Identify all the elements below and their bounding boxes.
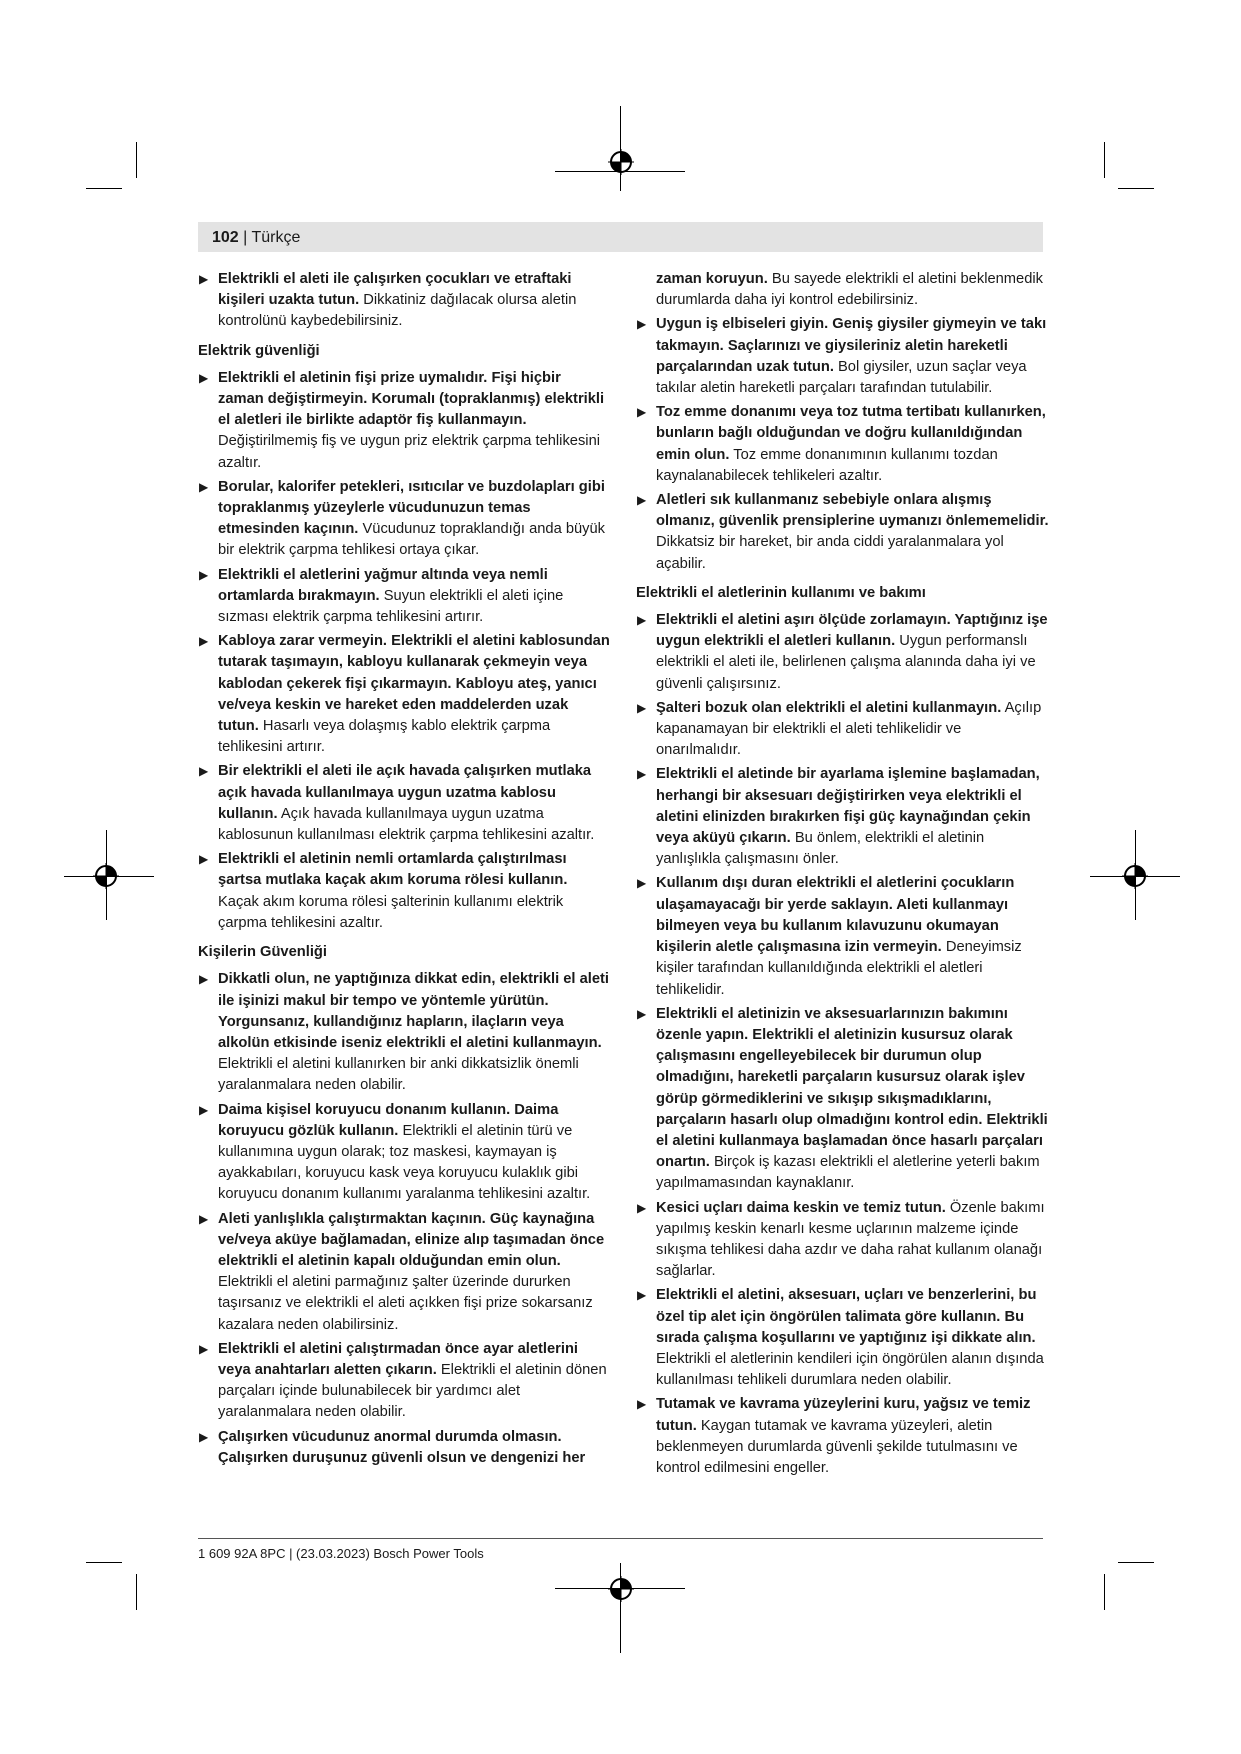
- item-bold-text: Kabloya zarar vermeyin. Elektrikli el aletini kablosundan tutarak taşımayın, kabloyu kullanarak çekmeyin veya kablodan çekerek fişi çıkarmayın. Kabloyu ateş, yanıcı ve/veya keskin ve hareket eden maddelerden uzak tutun.: [218, 633, 610, 735]
- crop-mark: [1118, 188, 1154, 189]
- arrow-bullet-icon: ▶: [199, 852, 209, 867]
- crop-mark: [1104, 1574, 1105, 1610]
- item-bold-text: Aleti yanlışlıkla çalıştırmaktan kaçının. Güç kaynağına ve/veya aküye bağlamadan, elinize alıp taşımadan önce elektrikli el aletinin kapalı olduğundan emin olun.: [218, 1210, 605, 1269]
- item-bold-text: zaman koruyun.: [656, 271, 768, 287]
- crop-mark: [1104, 142, 1105, 178]
- item-bold-text: Elektrikli el aletlerini yağmur altında veya nemli ortamlarda bırakmayın.: [218, 566, 548, 604]
- arrow-bullet-icon: ▶: [199, 567, 209, 582]
- arrow-bullet-icon: ▶: [199, 479, 209, 494]
- crop-mark: [1118, 1562, 1154, 1563]
- crop-mark: [86, 1562, 122, 1563]
- item-text: Değiştirilmemiş fiş ve uygun priz elektrik çarpma tehlikesini azaltır.: [218, 433, 600, 471]
- item-text: Kaygan tutamak ve kavrama yüzeyleri, aletin beklenmeyen durumlarda güvenli şekilde tutulmasını ve kontrol edilmesini engeller.: [656, 1417, 1018, 1476]
- item-text: Hasarlı veya dolaşmış kablo elektrik çarpma tehlikesini artırır.: [218, 718, 551, 756]
- item-bold-text: Elektrikli el aletinin nemli ortamlarda çalıştırılması şartsa mutlaka kaçak akım koruma rölesi kullanın.: [218, 851, 568, 889]
- item-text: Özenle bakımı yapılmış keskin kenarlı kesme uçlarının malzeme içinde sıkışma tehlikesi daha azdır ve daha rahat kullanım olanağı sağlarlar.: [656, 1199, 1045, 1280]
- item-bold-text: Elektrikli el aletinin fişi prize uymalıdır. Fişi hiçbir zaman değiştirmeyin. Korumalı (topraklanmış) elektrikli el aletleri ile birlikte adaptör fiş kullanmayın.: [218, 369, 605, 429]
- list-item: [636, 402, 1049, 487]
- crop-mark: [136, 142, 137, 178]
- list-item: [198, 269, 610, 333]
- item-bold-text: Elektrikli el aletini aşırı ölçüde zorlamayın. Yaptığınız işe uygun elektrikli el aletleri kullanın.: [656, 612, 1048, 650]
- list-item-continued: [656, 269, 1049, 311]
- item-text: Uygun performanslı elektrikli el aleti ile, belirlenen çalışma alanında daha iyi ve güvenli çalışırsınız.: [656, 633, 1036, 692]
- list-item: [636, 764, 1049, 870]
- list-item: [198, 477, 610, 562]
- item-text: Bu önlem, elektrikli el aletinin yanlışlıkla çalışmasını önler.: [656, 830, 985, 868]
- arrow-bullet-icon: ▶: [199, 972, 209, 987]
- arrow-bullet-icon: ▶: [199, 764, 209, 779]
- item-bold-text: Elektrikli el aletini çalıştırmadan önce ayar aletlerini veya anahtarları aletten çıkarın.: [218, 1340, 579, 1378]
- arrow-bullet-icon: ▶: [637, 876, 647, 891]
- arrow-bullet-icon: ▶: [637, 700, 647, 715]
- item-bold-text: Kullanım dışı duran elektrikli el aletlerini çocukların ulaşamayacağı bir yerde saklayın. Aleti kullanmayı bilmeyen veya bu kullanım kılavuzunu okumayan kişilerin aletle çalışmasına izin vermeyin.: [656, 875, 1015, 956]
- arrow-bullet-icon: ▶: [199, 1102, 209, 1117]
- arrow-bullet-icon: ▶: [637, 1200, 647, 1215]
- arrow-bullet-icon: ▶: [637, 493, 647, 508]
- list-item: [198, 849, 610, 934]
- item-text: Elektrikli el aletinin türü ve kullanımına uygun olarak; toz maskesi, kaymayan iş ayakkabıları, koruyucu kask veya koruyucu kulaklık gibi koruyucu donanım kullanımı yaralanma tehlikesini azaltır.: [218, 1122, 591, 1203]
- arrow-bullet-icon: ▶: [637, 1397, 647, 1412]
- crop-mark: [136, 1574, 137, 1610]
- list-item: [636, 1198, 1049, 1283]
- arrow-bullet-icon: ▶: [637, 1288, 647, 1303]
- item-text: Deneyimsiz kişiler tarafından kullanıldığında elektrikli el aletleri tehlikelidir.: [656, 939, 1022, 998]
- list-item: [636, 873, 1049, 1000]
- item-bold-text: Kesici uçları daima keskin ve temiz tutun.: [656, 1199, 946, 1216]
- item-bold-text: Çalışırken vücudunuz anormal durumda olmasın. Çalışırken duruşunuz güvenli olsun ve dengenizi her: [218, 1428, 586, 1466]
- item-text: Suyun elektrikli el aleti içine sızması elektrik çarpma tehlikesini artırır.: [218, 587, 564, 626]
- item-bold-text: Aletleri sık kullanmanız sebebiyle onlara alışmış olmanız, güvenlik prensiplerine uymanızı önlememelidir.: [656, 492, 1049, 530]
- item-bold-text: Uygun iş elbiseleri giyin. Geniş giysiler giymeyin ve takı takmayın. Saçlarınızı ve giysileriniz aletin hareketli parçalarından uzak tutun.: [656, 316, 1047, 375]
- list-item: [636, 490, 1049, 575]
- list-item: [198, 761, 610, 846]
- arrow-bullet-icon: ▶: [199, 1341, 209, 1356]
- list-item: [198, 631, 610, 758]
- section-heading: Elektrikli el aletlerinin kullanımı ve bakımı: [636, 584, 926, 601]
- item-text: Elektrikli el aletinin dönen parçaları içinde bulunabilecek bir yardımcı alet yaralanmalara neden olabilir.: [218, 1361, 607, 1421]
- registration-target-icon: [606, 147, 636, 177]
- page-number: 102: [212, 229, 239, 246]
- item-text: Elektrikli el aletini kullanırken bir anki dikkatsizlik önemli yaralanmalara neden olabilir.: [218, 1056, 579, 1094]
- item-text: Birçok iş kazası elektrikli el aletlerine yeterli bakım yapılmamasından kaynaklanır.: [656, 1154, 1040, 1192]
- list-item: [636, 610, 1049, 695]
- arrow-bullet-icon: ▶: [637, 613, 647, 628]
- item-text: Açık havada kullanılmaya uygun uzatma kablosunun kullanılması elektrik çarpma tehlikesini azaltır.: [218, 805, 595, 844]
- arrow-bullet-icon: ▶: [199, 370, 209, 385]
- item-text: Bol giysiler, uzun saçlar veya takılar aletin hareketli parçaları tarafından tutulabilir.: [656, 358, 1027, 397]
- item-text: Bu sayede elektrikli el aletini beklenmedik durumlarda daha iyi kontrol edebilirsiniz.: [656, 271, 1043, 309]
- item-bold-text: Bir elektrikli el aleti ile açık havada çalışırken mutlaka açık havada kullanılmaya uygun uzatma kablosu kullanın.: [218, 763, 592, 822]
- list-item: [636, 1285, 1049, 1391]
- item-bold-text: Borular, kalorifer petekleri, ısıtıcılar ve buzdolapları gibi topraklanmış yüzeylerle vücudunuzun temas etmesinden kaçının.: [218, 478, 605, 538]
- list-item: [198, 1427, 610, 1469]
- item-bold-text: Elektrikli el aletinde bir ayarlama işlemine başlamadan, herhangi bir aksesuarı değiştirirken veya elektrikli el aletini elinizden bırakırken fişi güç kaynağından çekin veya aküyü çıkarın.: [656, 766, 1040, 847]
- item-text: Açılıp kapanamayan bir elektrikli el aleti tehlikelidir ve onarılmalıdır.: [656, 699, 1042, 759]
- list-item: [636, 1394, 1049, 1479]
- crop-mark: [86, 188, 122, 189]
- section-heading: Elektrik güvenliği: [198, 342, 320, 359]
- item-text: Elektrikli el aletlerinin kendileri için öngörülen alanın dışında kullanılması tehlikeli durumlara neden olabilir.: [656, 1350, 1044, 1389]
- right-column: [636, 269, 1049, 1482]
- item-text: Dikkatsiz bir hareket, bir anda ciddi yaralanmalara yol açabilir.: [656, 534, 1004, 572]
- section-heading: Kişilerin Güvenliği: [198, 944, 327, 961]
- item-text: Vücudunuz topraklandığı anda büyük bir elektrik çarpma tehlikesi ortaya çıkar.: [218, 521, 606, 559]
- list-item: [198, 565, 610, 629]
- arrow-bullet-icon: ▶: [637, 317, 647, 332]
- left-column: [198, 269, 610, 1472]
- item-text: Elektrikli el aletini parmağınız şalter üzerinde dururken taşırsanız ve elektrikli el aleti açıkken fişi prize sokarsanız kazalara neden olabilirsiniz.: [218, 1274, 593, 1333]
- list-item: [198, 368, 610, 474]
- arrow-bullet-icon: ▶: [637, 1006, 647, 1021]
- item-bold-text: Elektrikli el aletini, aksesuarı, uçları ve benzerlerini, bu özel tip alet için öngörülen talimata göre kullanın. Bu sırada çalışma koşullarını ve yaptığınız işi dikkate alın.: [656, 1287, 1037, 1346]
- item-text: Toz emme donanımının kullanımı tozdan kaynalanabilecek tehlikeleri azaltır.: [656, 446, 998, 484]
- list-item: [636, 1004, 1049, 1195]
- list-item: [636, 314, 1049, 399]
- page-footer: 1 609 92A 8PC | (23.03.2023) Bosch Power Tools: [198, 1546, 484, 1561]
- item-bold-text: Elektrikli el aleti ile çalışırken çocukları ve etraftaki kişileri uzakta tutun.: [218, 271, 572, 309]
- list-item: [636, 698, 1049, 762]
- list-item: [198, 969, 610, 1096]
- registration-target-icon: [606, 1574, 636, 1604]
- arrow-bullet-icon: ▶: [199, 634, 209, 649]
- registration-target-icon: [1120, 861, 1150, 891]
- item-bold-text: Tutamak ve kavrama yüzeylerini kuru, yağsız ve temiz tutun.: [656, 1396, 1031, 1434]
- list-item: [198, 1339, 610, 1424]
- arrow-bullet-icon: ▶: [199, 1211, 209, 1226]
- item-bold-text: Elektrikli el aletinizin ve aksesuarlarınızın bakımını özenle yapın. Elektrikli el aletinizin kusursuz olarak çalışmasını engelleyebilecek bir durumun olup olmadığını, hareketli parçaların kusursuz olarak işlev görüp görmediklerini ve sıkışıp sıkışmadıklarını, parçaların hasarlı olup olmadığını kontrol edin. Elektrikli el aletini kullanmaya başlamadan önce hasarlı parçaları onartın.: [656, 1005, 1048, 1171]
- page-header: [212, 229, 300, 247]
- header-language: Türkçe: [251, 229, 301, 246]
- list-item: [198, 1209, 610, 1336]
- item-text: Dikkatiniz dağılacak olursa aletin kontrolünü kaybedebilirsiniz.: [218, 292, 577, 330]
- footer-divider: [198, 1538, 1043, 1539]
- item-text: Kaçak akım koruma rölesi şalterinin kullanımı elektrik çarpma tehlikesini azaltır.: [218, 893, 564, 931]
- arrow-bullet-icon: ▶: [637, 405, 647, 420]
- arrow-bullet-icon: ▶: [199, 272, 209, 286]
- item-bold-text: Şalteri bozuk olan elektrikli el aletini kullanmayın.: [656, 699, 1002, 716]
- list-item: [198, 1100, 610, 1206]
- item-bold-text: Toz emme donanımı veya toz tutma tertibatı kullanırken, bunların bağlı olduğundan ve doğru kullanıldığından emin olun.: [656, 404, 1046, 463]
- item-bold-text: Daima kişisel koruyucu donanım kullanın. Daima koruyucu gözlük kullanın.: [218, 1101, 559, 1139]
- arrow-bullet-icon: ▶: [199, 1429, 209, 1444]
- header-separator: |: [243, 229, 248, 246]
- registration-target-icon: [91, 861, 121, 891]
- page-header-band: [198, 222, 1043, 252]
- arrow-bullet-icon: ▶: [637, 767, 647, 782]
- item-bold-text: Dikkatli olun, ne yaptığınıza dikkat edin, elektrikli el aleti ile işinizi makul bir tempo ve yöntemle yürütün. Yorgunsanız, kullandığınız hapların, ilaçların veya alkolün etkisinde iseniz elektrikli el aletini kullanmayın.: [218, 971, 609, 1051]
